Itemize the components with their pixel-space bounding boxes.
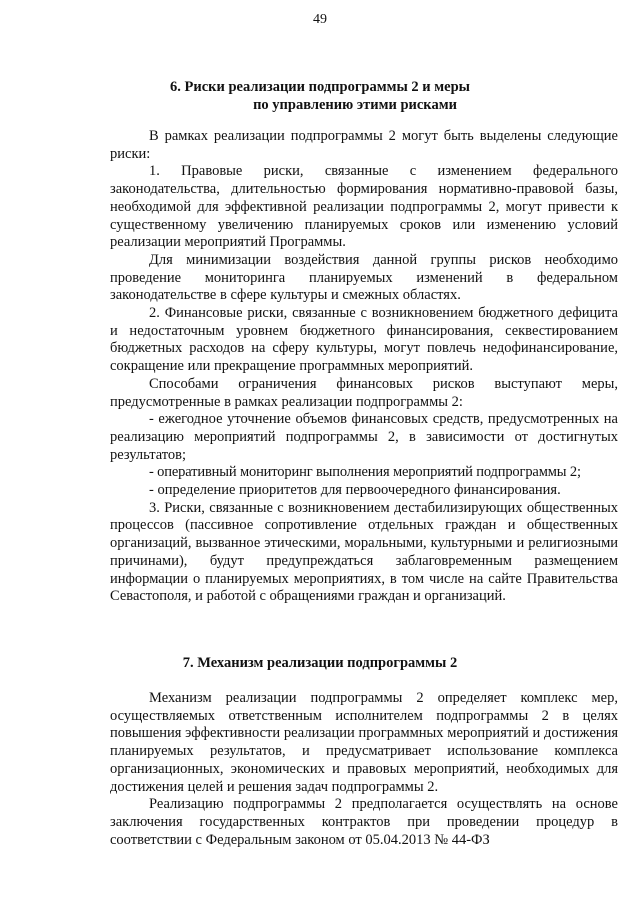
paragraph: Механизм реализации подпрограммы 2 определяет комплекс мер, осуществляемых ответственным исполнителем подпрограммы 2 в целях повышения эффективности реализации программных мероприятий и достижения планируемых результатов, и предусматривает использование комплекса организационных, экономических и правовых мероприятий, необходимых для достижения целей и решения задач подпрограммы 2. <box>110 690 618 795</box>
paragraph: 3. Риски, связанные с возникновением дестабилизирующих общественных процессов (пассивное сопротивление отдельных граждан и общественных организаций, вызванное этическими, моральными, культурными и религиозными причинами), будут предупреждаться заблаговременным размещением информации о планируемых мероприятиях, в том числе на сайте Правительства Севастополя, и работой с обращениями граждан и организаций. <box>110 499 618 605</box>
section-6-title-line-2: по управлению этими рисками <box>253 97 457 113</box>
paragraph: Реализацию подпрограммы 2 предполагается осуществлять на основе заключения государственных контрактов при проведении процедур в соответствии с Федеральным законом от 05.04.2013 № 44-ФЗ <box>110 796 618 848</box>
section-6-heading <box>0 78 640 114</box>
section-7-heading <box>0 654 640 672</box>
list-item: - определение приоритетов для первоочередного финансирования. <box>149 482 561 499</box>
paragraph: Для минимизации воздействия данной группы рисков необходимо проведение мониторинга планируемых изменений в федеральном законодательстве в сфере культуры и смежных областях. <box>110 251 618 304</box>
section-7-body <box>110 690 618 849</box>
paragraph: 1. Правовые риски, связанные с изменением федерального законодательства, длительностью формирования нормативно-правовой базы, необходимой для эффективной реализации подпрограммы 2, могут привести к существенному увеличению планируемых сроков или изменению условий реализации мероприятий Программы. <box>110 163 618 251</box>
list-item: - ежегодное уточнение объемов финансовых средств, предусмотренных на реализацию мероприятий подпрограммы 2, в зависимости от достигнутых результатов; <box>110 411 618 463</box>
list-item: - оперативный мониторинг выполнения мероприятий подпрограммы 2; <box>149 464 581 481</box>
section-6-body <box>110 128 618 606</box>
paragraph: Способами ограничения финансовых рисков выступают меры, предусмотренные в рамках реализации подпрограммы 2: <box>110 375 618 410</box>
section-7-title: 7. Механизм реализации подпрограммы 2 <box>182 655 458 671</box>
paragraph: В рамках реализации подпрограммы 2 могут быть выделены следующие риски: <box>110 128 618 162</box>
section-6-title-line-1: 6. Риски реализации подпрограммы 2 и меры <box>170 79 470 95</box>
paragraph: 2. Финансовые риски, связанные с возникновением бюджетного дефицита и недостаточным уровнем бюджетного финансирования, секвестированием бюджетных расходов на сферу культуры, могут повлечь недофинансирование, сокращение или прекращение программных мероприятий. <box>110 305 618 375</box>
page-number: 49 <box>313 12 327 27</box>
